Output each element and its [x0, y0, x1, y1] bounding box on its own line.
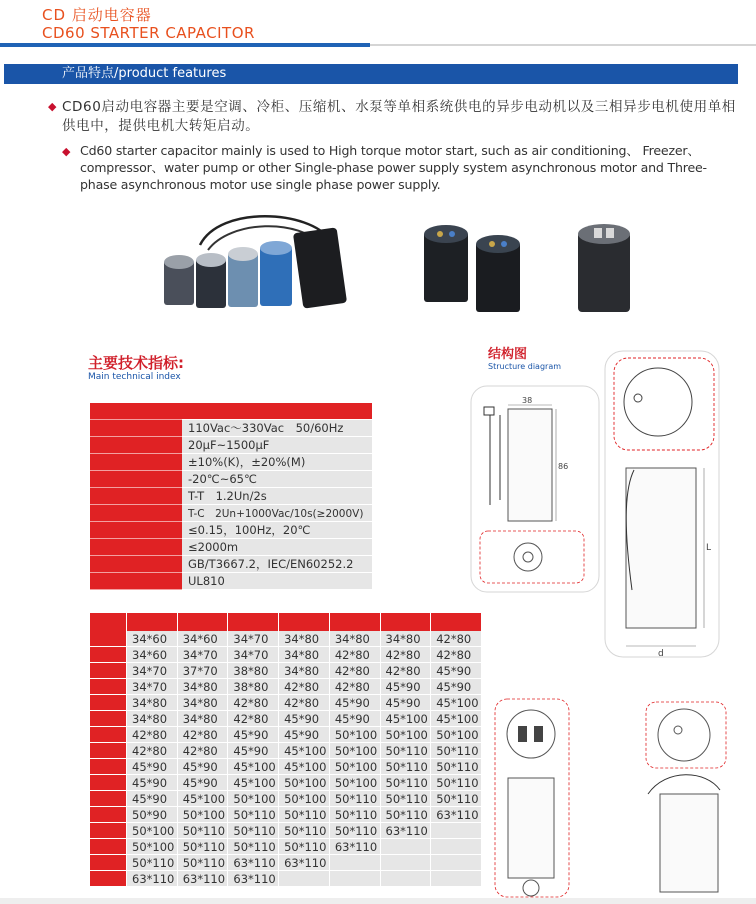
- table-row: [90, 695, 482, 711]
- dimension-cell: [380, 839, 431, 855]
- dimension-cell: 45*90: [127, 759, 178, 775]
- dimension-cell: 34*60: [177, 631, 228, 647]
- dimension-cell: [380, 855, 431, 871]
- dimension-cell: 42*80: [431, 631, 482, 647]
- dimension-cell: 42*80: [228, 695, 279, 711]
- spec-value: ≤0.15，100Hz，20℃: [182, 522, 372, 539]
- table-row: [90, 791, 482, 807]
- dimension-cell: 50*100: [127, 839, 178, 855]
- table-row: [90, 743, 482, 759]
- dimension-cell: 45*100: [228, 775, 279, 791]
- table-row: [90, 775, 482, 791]
- specs-subtitle: Main technical index: [88, 372, 181, 382]
- table-row: [90, 647, 482, 663]
- spec-key-cell: [90, 573, 182, 590]
- dimension-cell: 34*80: [329, 631, 380, 647]
- dimension-cell: 45*90: [127, 775, 178, 791]
- row-head-cell: [90, 855, 127, 871]
- spec-head-cell: [182, 403, 372, 420]
- row-head-cell: [90, 839, 127, 855]
- dimension-cell: 50*110: [380, 743, 431, 759]
- row-head-cell: [90, 663, 127, 679]
- dimension-cell: 45*100: [431, 711, 482, 727]
- dimension-cell: 50*110: [329, 791, 380, 807]
- dimension-cell: 50*100: [329, 775, 380, 791]
- dimension-cell: 45*90: [177, 759, 228, 775]
- table-row: [90, 759, 482, 775]
- dimension-cell: 50*90: [127, 807, 178, 823]
- row-head-cell: [90, 775, 127, 791]
- dimension-cell: 45*90: [177, 775, 228, 791]
- spec-value: 20μF~1500μF: [182, 437, 372, 454]
- dimension-cell: 45*90: [431, 663, 482, 679]
- dimension-cell: 34*80: [177, 695, 228, 711]
- dimension-cell: 50*110: [279, 823, 330, 839]
- dimension-cell: 45*90: [279, 711, 330, 727]
- specs-title: 主要技术指标:: [88, 354, 184, 372]
- dimension-cell: 34*70: [228, 647, 279, 663]
- structure-diagram-side: [470, 385, 602, 595]
- table-row: [90, 823, 482, 839]
- feature-text-en: Cd60 starter capacitor mainly is used to High torque motor start, such as air conditioning、 Freezer、 compressor、water pump or other Single-phase power supply system asynchronous motor and Three-phase asynchronous motor use single phase power supply.: [80, 143, 707, 192]
- row-head-cell: [90, 631, 127, 647]
- dimension-cell: 50*110: [279, 839, 330, 855]
- title-rule-gray: [370, 44, 756, 46]
- structure-title: 结构图: [488, 347, 528, 362]
- table-row: [90, 839, 482, 855]
- dimension-cell: 45*100: [279, 759, 330, 775]
- dimension-cell: [431, 871, 482, 887]
- dimension-cell: 63*110: [228, 871, 279, 887]
- dimension-cell: 45*90: [279, 727, 330, 743]
- spec-value: ≤2000m: [182, 539, 372, 556]
- table-row: [90, 727, 482, 743]
- row-head-cell: [90, 871, 127, 887]
- dimension-cell: 34*80: [279, 631, 330, 647]
- dim-head-cell: [329, 613, 380, 631]
- table-row: [90, 711, 482, 727]
- product-photo-group: [160, 210, 360, 320]
- dimension-cell: 42*80: [329, 679, 380, 695]
- spec-value: T-T 1.2Un/2s: [182, 488, 372, 505]
- dimension-table: [90, 613, 482, 887]
- page-title-en: CD60 STARTER CAPACITOR: [42, 24, 255, 42]
- spec-key-cell: [90, 454, 182, 471]
- dimension-cell: 63*110: [228, 855, 279, 871]
- dimension-cell: 42*80: [431, 647, 482, 663]
- dimension-cell: 50*110: [228, 839, 279, 855]
- dimension-cell: 34*80: [279, 663, 330, 679]
- dimension-cell: 34*70: [127, 679, 178, 695]
- dimension-cell: 45*90: [127, 791, 178, 807]
- dimension-cell: 50*110: [177, 855, 228, 871]
- dimension-cell: 45*100: [228, 759, 279, 775]
- product-photo-pair: [420, 220, 530, 315]
- dim-head-cell: [90, 613, 127, 631]
- dimension-cell: 63*110: [127, 871, 178, 887]
- dimension-cell: 42*80: [127, 743, 178, 759]
- dimension-cell: 50*110: [127, 855, 178, 871]
- spec-value: -20℃~65℃: [182, 471, 372, 488]
- dimension-cell: 50*110: [380, 775, 431, 791]
- spec-key-cell: [90, 505, 182, 522]
- dimension-cell: 38*80: [228, 663, 279, 679]
- dimension-cell: 42*80: [279, 695, 330, 711]
- dimension-cell: 34*70: [228, 631, 279, 647]
- features-bar: [4, 64, 738, 84]
- dimension-cell: 63*110: [431, 807, 482, 823]
- dimension-cell: 42*80: [380, 663, 431, 679]
- dimension-cell: 42*80: [279, 679, 330, 695]
- row-head-cell: [90, 791, 127, 807]
- row-head-cell: [90, 807, 127, 823]
- dimension-cell: 50*110: [228, 807, 279, 823]
- dimension-cell: 63*110: [329, 839, 380, 855]
- structure-diagram-small: [494, 698, 570, 898]
- dimension-cell: 34*80: [279, 647, 330, 663]
- dimension-cell: 50*100: [127, 823, 178, 839]
- dim-d-label: d: [658, 649, 664, 659]
- row-head-cell: [90, 711, 127, 727]
- dimension-cell: 45*90: [380, 679, 431, 695]
- dimension-cell: 42*80: [329, 663, 380, 679]
- dimension-cell: 42*80: [329, 647, 380, 663]
- table-row: [90, 631, 482, 647]
- spec-key-cell: [90, 488, 182, 505]
- dimension-cell: 50*110: [431, 759, 482, 775]
- dimension-cell: 45*100: [279, 743, 330, 759]
- dimension-cell: 34*60: [127, 647, 178, 663]
- dimension-cell: 42*80: [228, 711, 279, 727]
- table-row: [90, 807, 482, 823]
- product-photo-single: [574, 224, 634, 314]
- dimension-cell: 50*100: [279, 791, 330, 807]
- dim-head-cell: [177, 613, 228, 631]
- dimension-cell: 50*110: [279, 807, 330, 823]
- dimension-cell: [431, 823, 482, 839]
- footer-rule: [0, 898, 756, 904]
- dimension-cell: 34*80: [127, 695, 178, 711]
- row-head-cell: [90, 823, 127, 839]
- table-row: [90, 871, 482, 887]
- dimension-cell: 45*100: [380, 711, 431, 727]
- dimension-cell: 50*100: [228, 791, 279, 807]
- dimension-cell: 50*110: [228, 823, 279, 839]
- structure-diagram-bottom: [636, 698, 732, 898]
- structure-subtitle: Structure diagram: [488, 362, 562, 371]
- dimension-cell: 50*100: [177, 807, 228, 823]
- dimension-cell: 50*110: [177, 839, 228, 855]
- structure-diagram-large: [604, 350, 722, 660]
- dimension-cell: 34*60: [127, 631, 178, 647]
- spec-value: UL810: [182, 573, 372, 590]
- dim-L-label: L: [706, 543, 712, 553]
- spec-key-cell: [90, 556, 182, 573]
- dimension-cell: 50*100: [380, 727, 431, 743]
- dimension-cell: 45*100: [431, 695, 482, 711]
- dimension-cell: 42*80: [127, 727, 178, 743]
- dim-height-label: 86: [558, 462, 569, 471]
- dimension-cell: 50*100: [329, 759, 380, 775]
- diamond-bullet-icon: ◆: [62, 145, 71, 158]
- dimension-cell: [329, 871, 380, 887]
- table-row: [90, 855, 482, 871]
- spec-value: GB/T3667.2，IEC/EN60252.2: [182, 556, 372, 573]
- dimension-cell: 34*80: [177, 679, 228, 695]
- dimension-cell: 63*110: [380, 823, 431, 839]
- dimension-cell: 34*80: [177, 711, 228, 727]
- spec-key-cell: [90, 471, 182, 488]
- dim-head-cell: [228, 613, 279, 631]
- title-rule: [0, 43, 370, 47]
- dimension-cell: 45*90: [329, 695, 380, 711]
- spec-value: 110Vac～330Vac 50/60Hz: [182, 420, 372, 437]
- dimension-cell: 37*70: [177, 663, 228, 679]
- dim-head-cell: [380, 613, 431, 631]
- row-head-cell: [90, 679, 127, 695]
- dimension-cell: 42*80: [177, 727, 228, 743]
- page-title-cn: CD 启动电容器: [42, 6, 152, 24]
- dimension-cell: 45*90: [228, 727, 279, 743]
- dimension-cell: 34*80: [127, 711, 178, 727]
- spec-value: ±10%(K)，±20%(M): [182, 454, 372, 471]
- dimension-cell: [431, 855, 482, 871]
- dimension-cell: [431, 839, 482, 855]
- dimension-cell: 45*90: [228, 743, 279, 759]
- dim-head-cell: [279, 613, 330, 631]
- dimension-cell: 34*70: [177, 647, 228, 663]
- diamond-bullet-icon: ◆: [48, 100, 57, 113]
- dim-head-cell: [431, 613, 482, 631]
- dim-width-label: 38: [522, 396, 533, 405]
- dimension-cell: [380, 871, 431, 887]
- dimension-cell: 34*70: [127, 663, 178, 679]
- dimension-cell: 42*80: [177, 743, 228, 759]
- dimension-table-body: [90, 631, 482, 887]
- spec-key-cell: [90, 437, 182, 454]
- feature-text-cn: CD60启动电容器主要是空调、冷柜、压缩机、水泵等单相系统供电的异步电动机以及三相异步电机使用单相供电中，提供电机大转矩启动。: [62, 99, 736, 134]
- dimension-cell: 50*100: [329, 743, 380, 759]
- dimension-cell: 63*110: [279, 855, 330, 871]
- dimension-cell: 50*110: [329, 823, 380, 839]
- dimension-cell: 50*110: [329, 807, 380, 823]
- dimension-cell: 50*100: [279, 775, 330, 791]
- dimension-cell: [279, 871, 330, 887]
- dimension-cell: [329, 855, 380, 871]
- dimension-cell: 50*110: [177, 823, 228, 839]
- dimension-cell: 42*80: [380, 647, 431, 663]
- dimension-cell: 50*110: [380, 791, 431, 807]
- spec-value: T-C 2Un+1000Vac/10s(≥2000V): [182, 505, 372, 522]
- dimension-cell: 50*110: [431, 743, 482, 759]
- dimension-cell: 45*90: [380, 695, 431, 711]
- dimension-cell: 45*100: [177, 791, 228, 807]
- dimension-cell: 50*100: [329, 727, 380, 743]
- dimension-cell: 34*80: [380, 631, 431, 647]
- table-row: [90, 663, 482, 679]
- dimension-cell: 50*110: [380, 759, 431, 775]
- spec-table: [90, 403, 372, 590]
- dimension-cell: 38*80: [228, 679, 279, 695]
- table-row: [90, 679, 482, 695]
- dimension-cell: 50*100: [431, 727, 482, 743]
- spec-key-cell: [90, 539, 182, 556]
- features-bar-label: 产品特点/product features: [62, 66, 227, 81]
- spec-key-cell: [90, 420, 182, 437]
- spec-key-cell: [90, 403, 182, 420]
- row-head-cell: [90, 695, 127, 711]
- dim-head-cell: [127, 613, 178, 631]
- row-head-cell: [90, 727, 127, 743]
- dimension-cell: 50*110: [431, 791, 482, 807]
- dimension-cell: 50*110: [380, 807, 431, 823]
- row-head-cell: [90, 647, 127, 663]
- spec-key-cell: [90, 522, 182, 539]
- dimension-cell: 45*90: [329, 711, 380, 727]
- dimension-cell: 63*110: [177, 871, 228, 887]
- row-head-cell: [90, 759, 127, 775]
- dimension-cell: 50*110: [431, 775, 482, 791]
- row-head-cell: [90, 743, 127, 759]
- dimension-cell: 45*90: [431, 679, 482, 695]
